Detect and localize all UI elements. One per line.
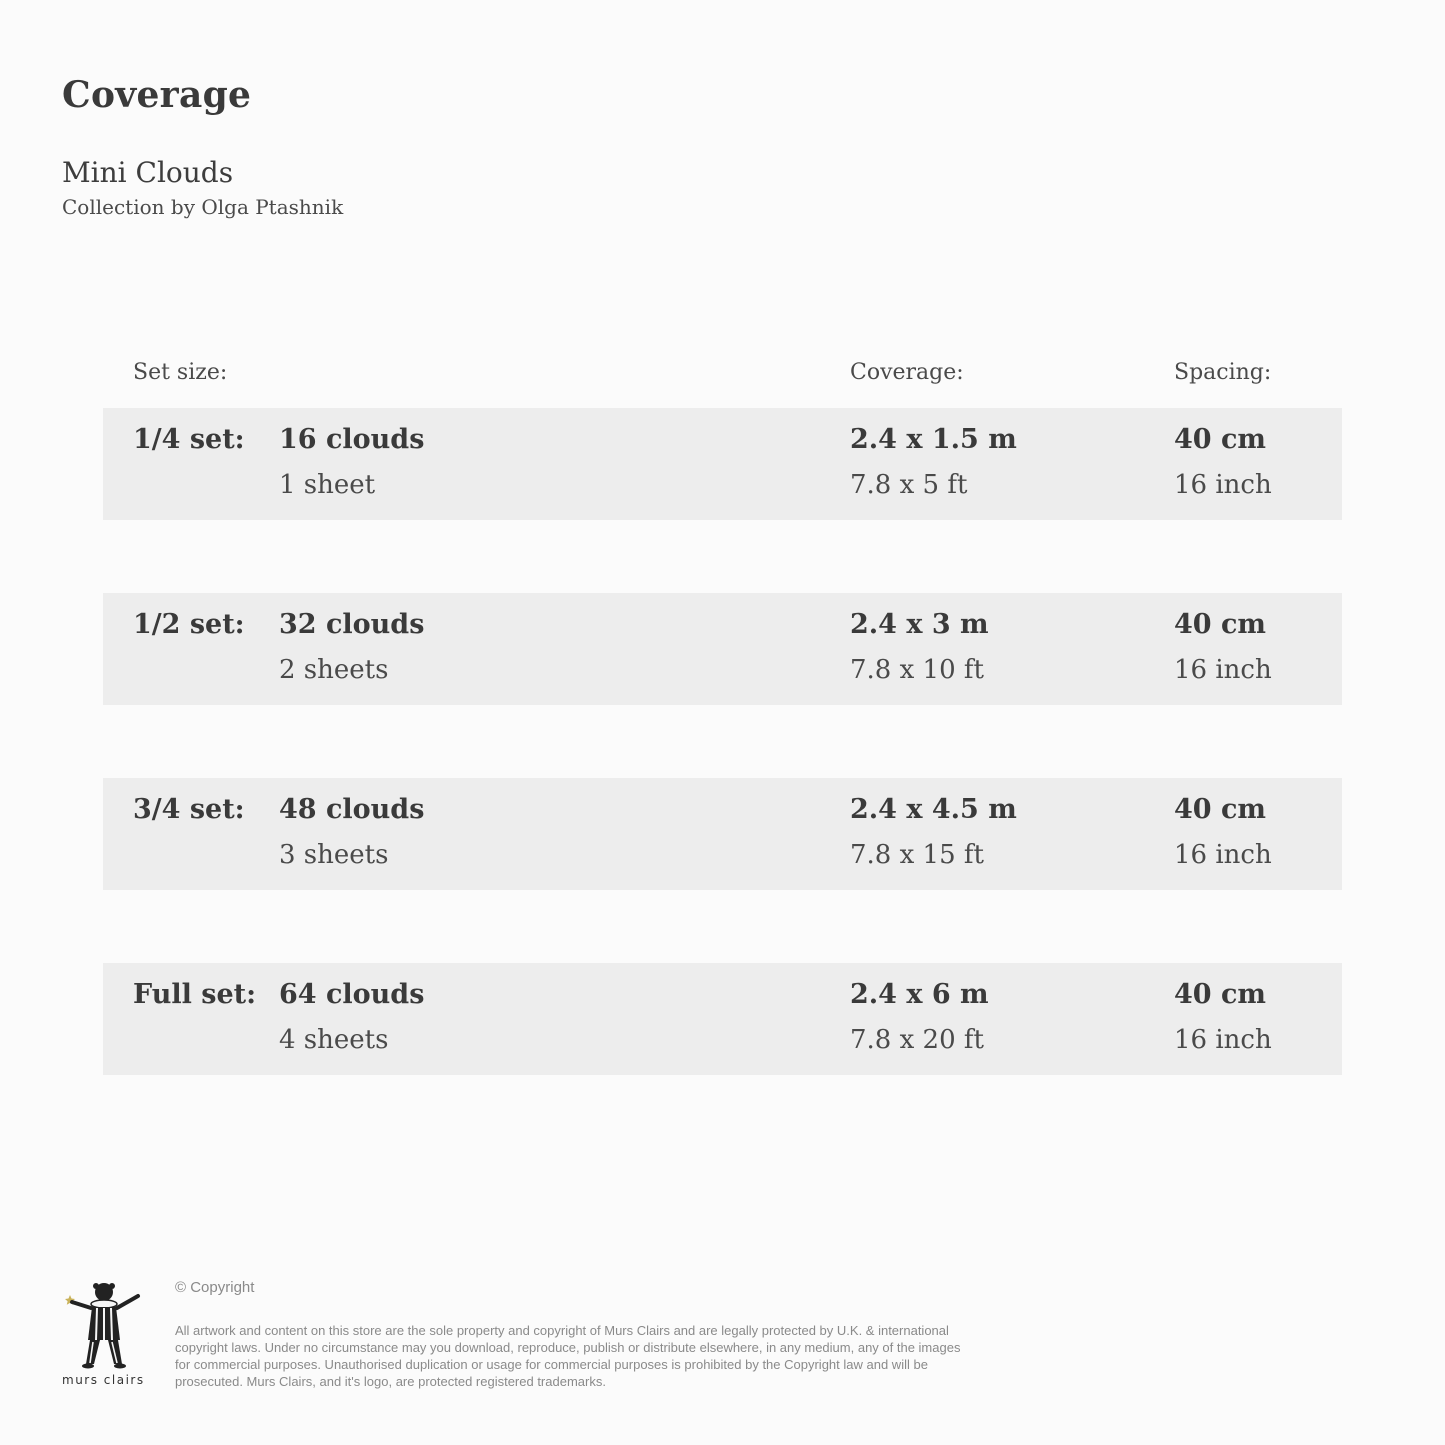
product-subtitle: Collection by Olga Ptashnik xyxy=(62,195,344,219)
coverage-metric: 2.4 x 6 m xyxy=(850,979,989,1010)
spacing-imperial: 16 inch xyxy=(1174,1025,1272,1055)
column-header-spacing: Spacing: xyxy=(1174,360,1272,385)
spacing-metric: 40 cm xyxy=(1174,424,1266,455)
coverage-imperial: 7.8 x 20 ft xyxy=(850,1025,984,1055)
cloud-count: 64 clouds xyxy=(279,979,425,1010)
sheet-count: 2 sheets xyxy=(279,655,389,685)
copyright-title: © Copyright xyxy=(175,1279,255,1296)
page-title: Coverage xyxy=(62,74,252,116)
table-row xyxy=(103,963,1342,1075)
set-label: Full set: xyxy=(133,979,257,1010)
spacing-metric: 40 cm xyxy=(1174,794,1266,825)
spacing-metric: 40 cm xyxy=(1174,979,1266,1010)
spacing-imperial: 16 inch xyxy=(1174,655,1272,685)
coverage-imperial: 7.8 x 10 ft xyxy=(850,655,984,685)
set-label: 1/2 set: xyxy=(133,609,245,640)
cloud-count: 32 clouds xyxy=(279,609,425,640)
sheet-count: 4 sheets xyxy=(279,1025,389,1055)
coverage-imperial: 7.8 x 5 ft xyxy=(850,470,968,500)
spacing-imperial: 16 inch xyxy=(1174,470,1272,500)
set-label: 3/4 set: xyxy=(133,794,245,825)
sheet-count: 3 sheets xyxy=(279,840,389,870)
sheet-count: 1 sheet xyxy=(279,470,376,500)
cloud-count: 16 clouds xyxy=(279,424,425,455)
column-header-coverage: Coverage: xyxy=(850,360,964,385)
table-row xyxy=(103,593,1342,705)
spacing-metric: 40 cm xyxy=(1174,609,1266,640)
product-name: Mini Clouds xyxy=(62,156,234,189)
coverage-metric: 2.4 x 3 m xyxy=(850,609,989,640)
brand-logo-text: murs clairs xyxy=(62,1373,145,1387)
column-header-set-size: Set size: xyxy=(133,360,228,385)
coverage-metric: 2.4 x 4.5 m xyxy=(850,794,1017,825)
coverage-metric: 2.4 x 1.5 m xyxy=(850,424,1017,455)
copyright-text: All artwork and content on this store are the sole property and copyright of Murs Clairs and are legally protected by U.K. & international copyright laws. Under no circumstance may you download, reproduce, publish or distribute elsewhere, in any medium, any of the images for commercial purposes. Unauthorised duplication or usage for commercial purposes is prohibited by the Copyright law and will be prosecuted. Murs Clairs, and it's logo, are protected registered trademarks. xyxy=(175,1323,961,1389)
coverage-imperial: 7.8 x 15 ft xyxy=(850,840,984,870)
spacing-imperial: 16 inch xyxy=(1174,840,1272,870)
table-row xyxy=(103,778,1342,890)
table-row xyxy=(103,408,1342,520)
set-label: 1/4 set: xyxy=(133,424,245,455)
cloud-count: 48 clouds xyxy=(279,794,425,825)
